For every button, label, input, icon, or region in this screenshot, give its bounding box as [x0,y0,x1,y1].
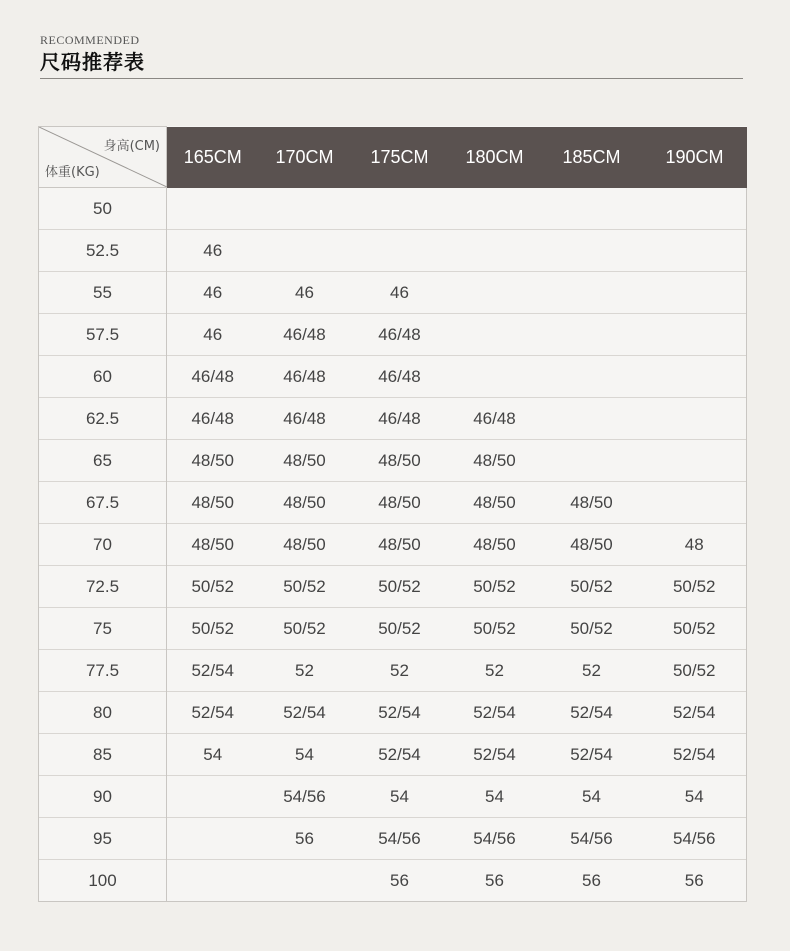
size-cell: 52/54 [473,702,516,722]
size-cell: 48/50 [283,450,326,470]
height-axis-label: 身高(CM) [103,139,160,154]
size-cell: 48/50 [191,492,235,512]
size-cell [643,188,747,230]
size-cell: 50/52 [191,618,235,638]
size-cell: 48/50 [473,492,516,512]
weight-cell: 60 [39,356,167,398]
size-chart-table [38,126,747,902]
table-row [39,398,747,440]
table-row [39,734,747,776]
size-cell: 54 [295,744,314,764]
weight-cell: 80 [39,692,167,734]
size-cell: 54 [390,786,409,806]
size-cell: 56 [643,860,747,902]
size-cell: 46/48 [283,366,326,386]
weight-cell: 52.5 [39,230,167,272]
size-cell: 46 [203,240,223,260]
size-cell: 52/54 [473,744,516,764]
table-row [39,818,747,860]
size-cell [541,398,643,440]
size-chart-body [39,188,747,902]
size-cell [259,230,351,272]
size-cell: 54/56 [283,786,326,806]
size-cell [167,860,259,902]
size-cell: 52/54 [191,702,235,722]
size-cell: 54 [643,776,747,818]
size-cell: 50/52 [283,618,326,638]
size-cell: 52/54 [570,744,613,764]
table-row [39,650,747,692]
table-row [39,860,747,902]
size-cell: 52/54 [570,702,613,722]
size-cell [541,230,643,272]
title-divider [40,78,743,79]
height-header-1: 165CM [167,127,259,188]
size-cell: 46/48 [283,408,326,428]
table-row [39,188,747,230]
weight-cell: 57.5 [39,314,167,356]
table-row [39,482,747,524]
weight-cell: 67.5 [39,482,167,524]
size-cell: 46 [203,324,223,344]
size-cell: 50/52 [473,618,516,638]
size-cell: 46 [295,282,314,302]
size-cell: 46/48 [378,324,421,344]
size-cell: 50/52 [283,576,326,596]
size-cell: 52 [582,660,601,680]
eyebrow-text: RECOMMENDED [40,33,140,47]
size-cell [643,398,747,440]
size-cell: 46/48 [378,408,421,428]
size-cell [643,314,747,356]
size-cell: 50/52 [191,576,235,596]
size-cell: 48/50 [283,492,326,512]
size-cell: 46/48 [191,366,235,386]
size-cell [541,272,643,314]
size-cell: 52/54 [643,734,747,776]
size-cell: 48/50 [570,492,613,512]
size-cell [541,188,643,230]
size-cell [541,314,643,356]
weight-cell: 62.5 [39,398,167,440]
height-header-row [39,127,747,188]
size-cell: 50/52 [378,618,421,638]
size-cell: 48/50 [378,534,421,554]
weight-cell: 55 [39,272,167,314]
weight-cell: 65 [39,440,167,482]
size-cell [643,272,747,314]
size-cell: 54/56 [378,828,421,848]
size-cell: 56 [390,870,409,890]
size-cell: 52/54 [191,660,235,680]
size-cell: 50/52 [643,566,747,608]
table-row [39,272,747,314]
size-cell: 52 [390,660,409,680]
table-row [39,356,747,398]
size-cell: 50/52 [643,608,747,650]
height-header-3: 175CM [351,127,449,188]
size-cell: 48/50 [473,450,516,470]
size-cell: 50/52 [643,650,747,692]
size-cell [351,188,449,230]
size-cell: 48/50 [191,534,235,554]
size-cell: 50/52 [570,576,613,596]
size-cell: 46 [203,282,223,302]
size-cell: 48/50 [378,492,421,512]
weight-cell: 95 [39,818,167,860]
size-cell: 56 [485,870,504,890]
table-row [39,608,747,650]
size-cell: 48 [643,524,747,566]
table-row [39,566,747,608]
size-cell: 46 [390,282,409,302]
size-cell [643,230,747,272]
height-header-6: 190CM [643,127,747,188]
size-cell: 50/52 [570,618,613,638]
size-cell: 54 [203,744,223,764]
weight-cell: 90 [39,776,167,818]
page-title: 尺码推荐表 [40,50,145,74]
weight-cell: 85 [39,734,167,776]
size-cell: 52/54 [378,744,421,764]
size-cell: 46/48 [283,324,326,344]
weight-axis-label: 体重(KG) [45,165,100,180]
height-header-2: 170CM [259,127,351,188]
size-cell [541,356,643,398]
table-row [39,230,747,272]
table-row [39,440,747,482]
size-cell: 56 [295,828,314,848]
size-cell [643,482,747,524]
size-cell [643,440,747,482]
size-cell: 46/48 [473,408,516,428]
size-cell [449,314,541,356]
size-cell: 54/56 [643,818,747,860]
size-cell [643,356,747,398]
size-cell: 48/50 [378,450,421,470]
size-cell [449,188,541,230]
weight-cell: 100 [39,860,167,902]
table-row [39,314,747,356]
size-cell: 50/52 [378,576,421,596]
size-cell [259,188,351,230]
size-cell [259,860,351,902]
size-cell: 56 [582,870,601,890]
size-cell [167,776,259,818]
size-cell: 50/52 [473,576,516,596]
size-cell [167,188,259,230]
size-cell [449,272,541,314]
weight-cell: 50 [39,188,167,230]
weight-cell: 75 [39,608,167,650]
size-cell [449,230,541,272]
weight-cell: 77.5 [39,650,167,692]
weight-cell: 72.5 [39,566,167,608]
size-cell: 54 [485,786,504,806]
size-cell: 48/50 [570,534,613,554]
page-header [40,33,743,75]
height-header-4: 180CM [449,127,541,188]
size-cell: 54 [582,786,601,806]
size-cell: 48/50 [473,534,516,554]
size-cell: 52 [295,660,314,680]
table-row [39,692,747,734]
size-cell: 52/54 [378,702,421,722]
size-cell [167,818,259,860]
size-cell [351,230,449,272]
size-cell: 46/48 [378,366,421,386]
corner-cell [39,127,167,188]
size-cell [541,440,643,482]
size-cell: 54/56 [570,828,613,848]
size-cell: 46/48 [191,408,235,428]
weight-cell: 70 [39,524,167,566]
table-row [39,776,747,818]
size-cell: 54/56 [473,828,516,848]
size-cell: 48/50 [283,534,326,554]
size-cell: 52/54 [643,692,747,734]
size-cell: 52 [485,660,504,680]
size-cell: 48/50 [191,450,235,470]
table-row [39,524,747,566]
size-cell: 52/54 [283,702,326,722]
height-header-5: 185CM [541,127,643,188]
size-cell [449,356,541,398]
